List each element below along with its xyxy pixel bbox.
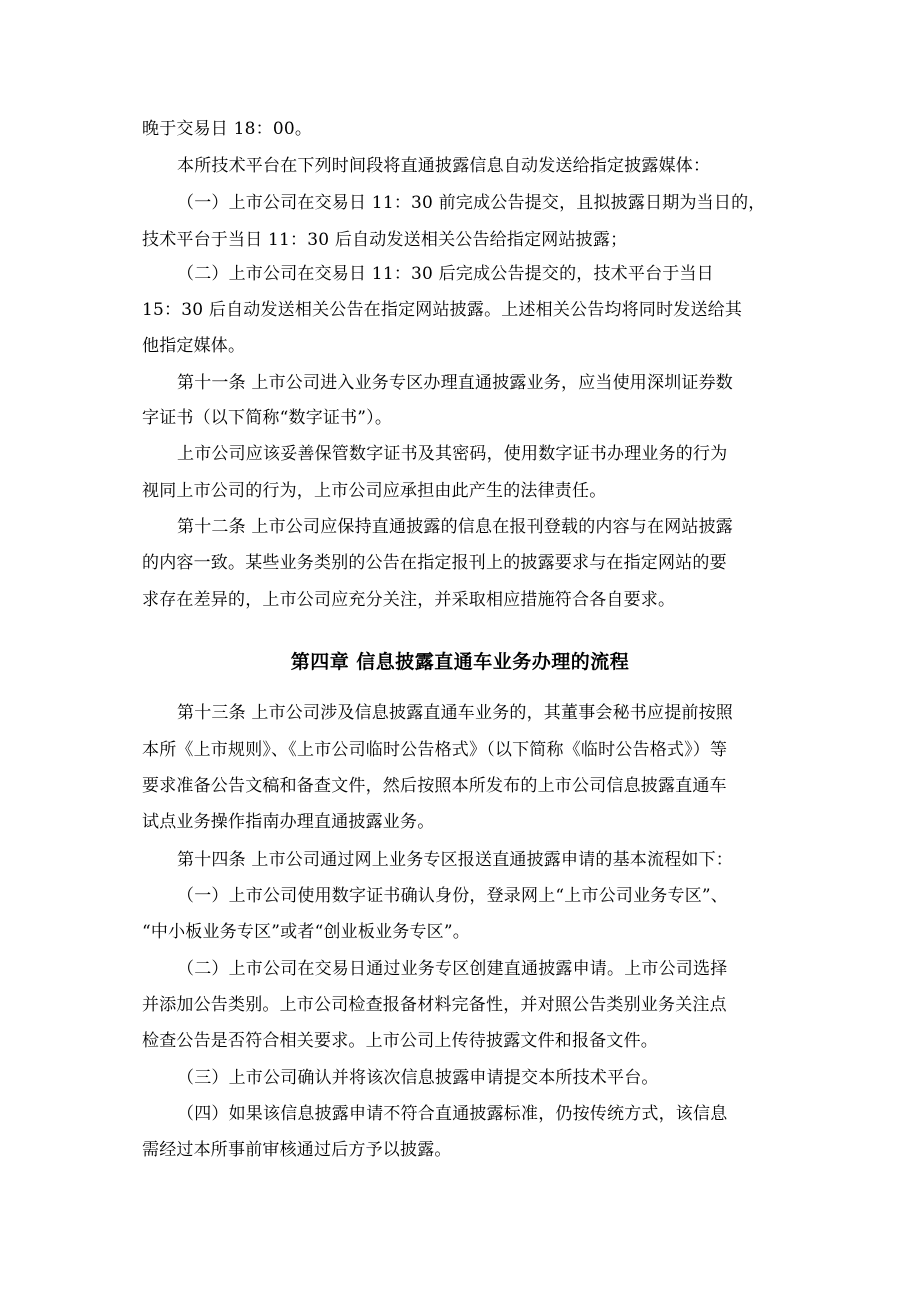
body-line: 他指定媒体。 bbox=[142, 336, 246, 356]
body-line: 需经过本所事前审核通过后方予以披露。 bbox=[142, 1140, 452, 1160]
body-line: 试点业务操作指南办理直通披露业务。 bbox=[142, 812, 435, 832]
body-line: 第十一条 上市公司进入业务专区办理直通披露业务，应当使用深圳证券数 bbox=[177, 373, 734, 393]
body-line: 本所技术平台在下列时间段将直通披露信息自动发送给指定披露媒体： bbox=[177, 156, 711, 176]
body-line: 15：30 后自动发送相关公告在指定网站披露。上述相关公告均将同时发送给其 bbox=[142, 300, 743, 320]
body-line: 第十三条 上市公司涉及信息披露直通车业务的，其董事会秘书应提前按照 bbox=[177, 703, 734, 723]
body-line: 要求准备公告文稿和备查文件，然后按照本所发布的上市公司信息披露直通车 bbox=[142, 776, 727, 796]
body-line: 技术平台于当日 11：30 后自动发送相关公告给指定网站披露； bbox=[142, 230, 628, 250]
body-line: 第十二条 上市公司应保持直通披露的信息在报刊登载的内容与在网站披露 bbox=[177, 517, 734, 537]
body-line: （一）上市公司使用数字证书确认身份，登录网上“上市公司业务专区”、 bbox=[177, 886, 728, 906]
body-line: 上市公司应该妥善保管数字证书及其密码，使用数字证书办理业务的行为 bbox=[177, 444, 728, 464]
body-line: 的内容一致。某些业务类别的公告在指定报刊上的披露要求与在指定网站的要 bbox=[142, 553, 727, 573]
chapter-heading: 第四章 信息披露直通车业务办理的流程 bbox=[290, 651, 630, 673]
body-line: （二）上市公司在交易日通过业务专区创建直通披露申请。上市公司选择 bbox=[177, 959, 728, 979]
body-line: 晚于交易日 18：00。 bbox=[142, 119, 313, 139]
body-line: 本所《上市规则》、《上市公司临时公告格式》（以下简称《临时公告格式》）等 bbox=[142, 740, 728, 760]
body-line: （三）上市公司确认并将该次信息披露申请提交本所技术平台。 bbox=[177, 1068, 659, 1088]
body-line: 并添加公告类别。上市公司检查报备材料完备性，并对照公告类别业务关注点 bbox=[142, 995, 727, 1015]
body-line: 视同上市公司的行为，上市公司应承担由此产生的法律责任。 bbox=[142, 481, 607, 501]
body-line: （二）上市公司在交易日 11：30 后完成公告提交的，技术平台于当日 bbox=[177, 264, 714, 284]
body-line: （一）上市公司在交易日 11：30 前完成公告提交，且拟披露日期为当日的， bbox=[177, 193, 766, 213]
body-line: 字证书（以下简称“数字证书”）。 bbox=[142, 408, 393, 428]
body-line: 求存在差异的，上市公司应充分关注，并采取相应措施符合各自要求。 bbox=[142, 590, 676, 610]
body-line: 第十四条 上市公司通过网上业务专区报送直通披露申请的基本流程如下： bbox=[177, 850, 734, 870]
body-line: （四）如果该信息披露申请不符合直通披露标准，仍按传统方式，该信息 bbox=[177, 1104, 728, 1124]
body-line: “中小板业务专区”或者“创业板业务专区”。 bbox=[142, 922, 470, 942]
body-line: 检查公告是否符合相关要求。上市公司上传待披露文件和报备文件。 bbox=[142, 1031, 658, 1051]
